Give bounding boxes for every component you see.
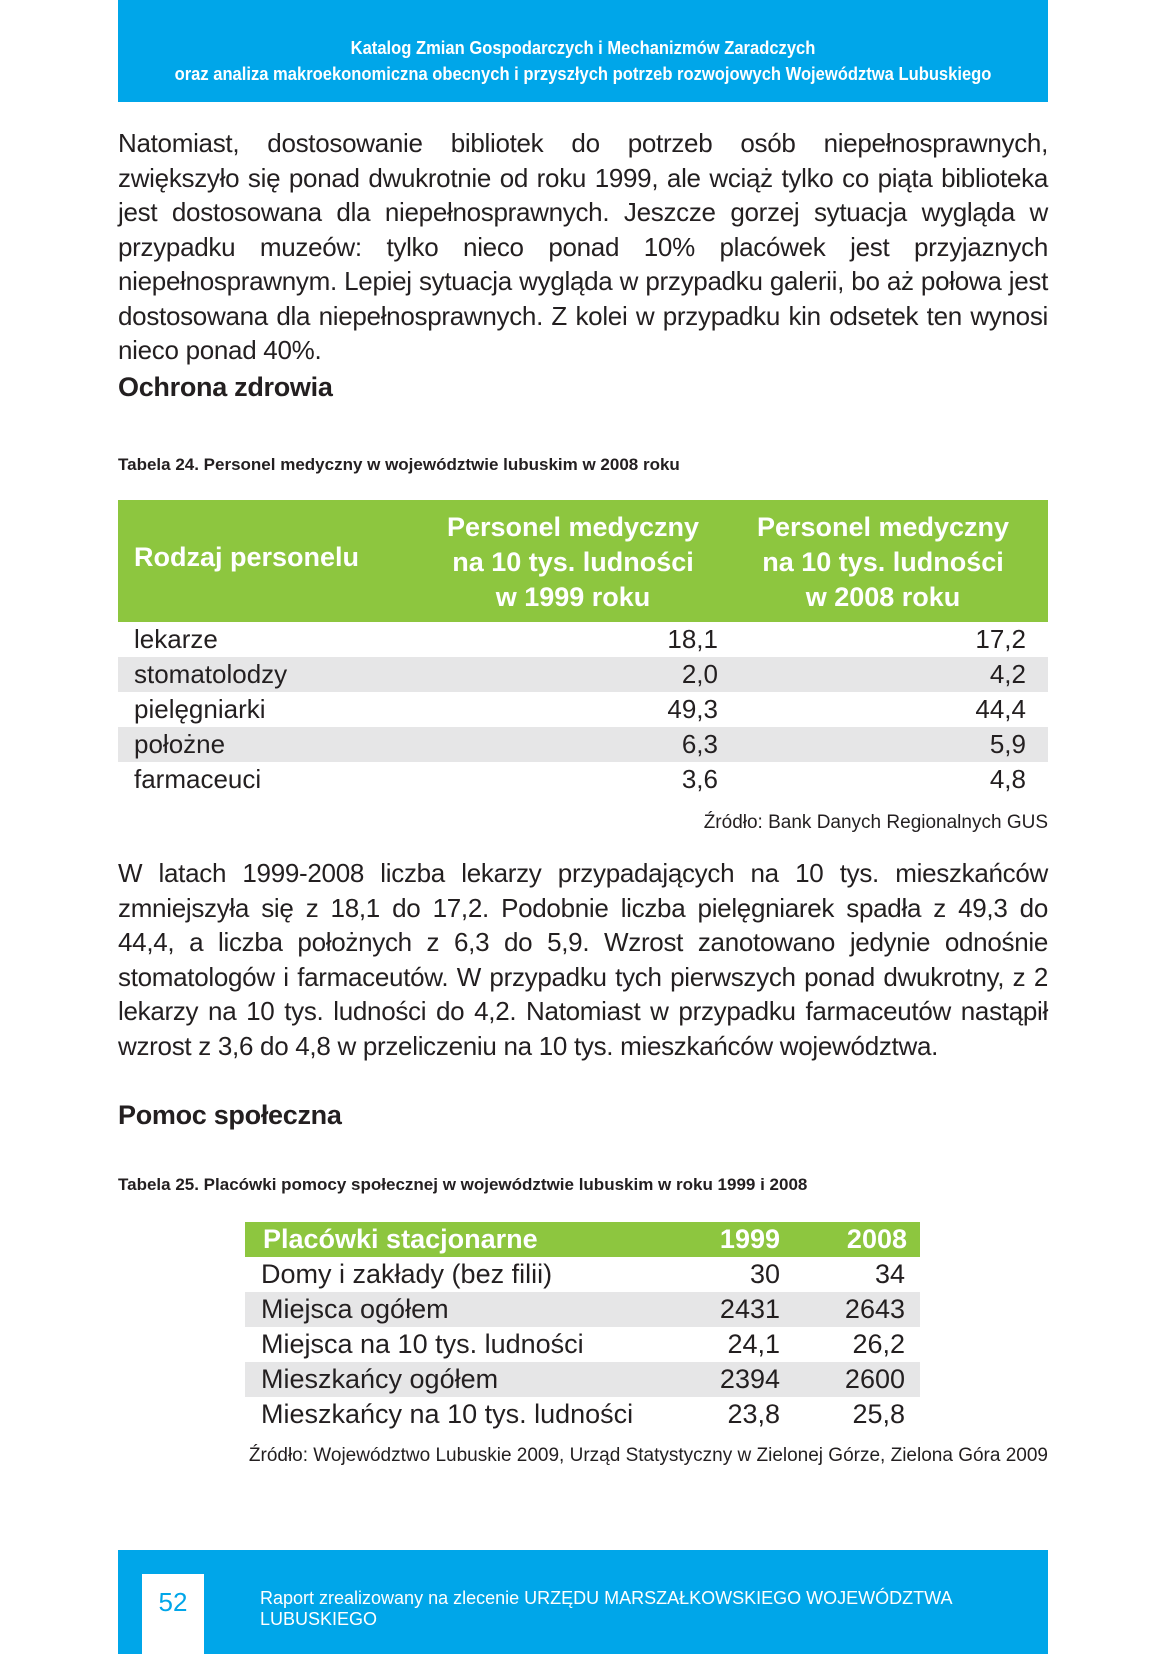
row-label: Mieszkańcy na 10 tys. ludności xyxy=(261,1399,634,1429)
value-2008: 25,8 xyxy=(852,1399,905,1429)
intro-paragraph: Natomiast, dostosowanie bibliotek do potrzeb osób niepełnosprawnych, zwiększyło się ponad dwukrotnie od roku 1999, ale wciąż tylko co piąta biblioteka jest dostosowana dla niepełnosprawnych. Jeszcze gorzej sytuacja wygląda w przypadku muzeów: tylko nieco ponad 10% placówek jest przyjaznych niepełnosprawnym. Lepiej sytuacja wygląda w przypadku galerii, bo aż połowa jest dostosowana dla niepełnosprawnych. Z kolei w przypadku kin odsetek ten wynosi nieco ponad 40%. xyxy=(118,128,1048,365)
row-label: stomatolodzy xyxy=(134,659,288,689)
table-row xyxy=(245,1397,920,1432)
value-1999: 2431 xyxy=(719,1294,780,1324)
table-row xyxy=(118,762,1048,797)
footer-text: Raport zrealizowany na zlecenie URZĘDU MARSZAŁKOWSKIEGO WOJEWÓDZTWA LUBUSKIEGO xyxy=(260,1588,952,1629)
table24-caption: Tabela 24. Personel medyczny w województwie lubuskim w 2008 roku xyxy=(118,455,680,474)
row-label: Domy i zakłady (bez filii) xyxy=(261,1259,553,1289)
row-label: pielęgniarki xyxy=(134,694,266,724)
table25-header-col2: 1999 xyxy=(719,1224,780,1254)
page-number: 52 xyxy=(142,1574,204,1654)
value-2008: 44,4 xyxy=(975,694,1026,724)
value-2008: 17,2 xyxy=(975,624,1026,654)
value-2008: 2600 xyxy=(844,1364,905,1394)
value-2008: 34 xyxy=(874,1259,905,1289)
value-1999: 23,8 xyxy=(727,1399,780,1429)
header-title-line1: Katalog Zmian Gospodarczych i Mechanizmów Zaradczych xyxy=(350,38,816,58)
value-1999: 24,1 xyxy=(727,1329,780,1359)
table24-source: Źródło: Bank Danych Regionalnych GUS xyxy=(703,812,1048,833)
value-1999: 18,1 xyxy=(667,624,718,654)
row-label: Miejsca na 10 tys. ludności xyxy=(261,1329,584,1359)
table24-header xyxy=(118,500,1048,622)
table25-header-col1: Placówki stacjonarne xyxy=(263,1224,538,1254)
value-2008: 4,8 xyxy=(989,764,1026,794)
value-1999: 2,0 xyxy=(681,659,718,689)
table-row xyxy=(118,727,1048,762)
row-label: Mieszkańcy ogółem xyxy=(261,1364,499,1394)
page-header xyxy=(118,0,1048,102)
table-row xyxy=(245,1257,920,1292)
table-row xyxy=(245,1327,920,1362)
header-title-line2: oraz analiza makroekonomiczna obecnych i przyszłych potrzeb rozwojowych Województwa Lubuskiego xyxy=(174,64,992,84)
table24-header-col3: Personel medyczny na 10 tys. ludności w 2008 roku xyxy=(756,512,1010,612)
row-label: farmaceuci xyxy=(134,764,262,794)
table25-header xyxy=(245,1222,920,1257)
table25-caption: Tabela 25. Placówki pomocy społecznej w województwie lubuskim w roku 1999 i 2008 xyxy=(118,1175,808,1194)
table25-source: Źródło: Województwo Lubuskie 2009, Urząd Statystyczny w Zielonej Górze, Zielona Góra 2009 xyxy=(248,1445,1048,1466)
value-1999: 6,3 xyxy=(681,729,718,759)
table24 xyxy=(118,500,1048,797)
table25-header-col3: 2008 xyxy=(846,1224,907,1254)
value-1999: 3,6 xyxy=(681,764,718,794)
table25 xyxy=(245,1222,920,1432)
page-footer xyxy=(118,1550,1048,1654)
table-row xyxy=(245,1362,920,1397)
table-row xyxy=(118,657,1048,692)
table-row xyxy=(118,692,1048,727)
row-label: lekarze xyxy=(134,624,218,654)
value-2008: 5,9 xyxy=(989,729,1026,759)
table-row xyxy=(245,1292,920,1327)
section-title-social-aid: Pomoc społeczna xyxy=(118,1100,342,1130)
row-label: położne xyxy=(134,729,226,759)
value-1999: 49,3 xyxy=(667,694,718,724)
value-1999: 30 xyxy=(749,1259,780,1289)
value-2008: 4,2 xyxy=(989,659,1026,689)
table24-header-col1: Rodzaj personelu xyxy=(134,542,360,572)
value-2008: 26,2 xyxy=(852,1329,905,1359)
section-title-health: Ochrona zdrowia xyxy=(118,372,333,402)
value-2008: 2643 xyxy=(844,1294,905,1324)
table-row xyxy=(118,622,1048,657)
health-paragraph: W latach 1999-2008 liczba lekarzy przypadających na 10 tys. mieszkańców zmniejszyła się z 18,1 do 17,2. Podobnie liczba pielęgniarek spadła z 49,3 do 44,4, a liczba położnych z 6,3 do 5,9. Wzrost zanotowano jedynie odnośnie stomatologów i farmaceutów. W przypadku tych pierwszych ponad dwukrotny, z 2 lekarzy na 10 tys. ludności do 4,2. Natomiast w przypadku farmaceutów nastąpił wzrost z 3,6 do 4,8 w przeliczeniu na 10 tys. mieszkańców województwa. xyxy=(118,858,1048,1061)
table24-header-col2: Personel medyczny na 10 tys. ludności w 1999 roku xyxy=(446,512,700,612)
row-label: Miejsca ogółem xyxy=(261,1294,449,1324)
value-1999: 2394 xyxy=(719,1364,780,1394)
